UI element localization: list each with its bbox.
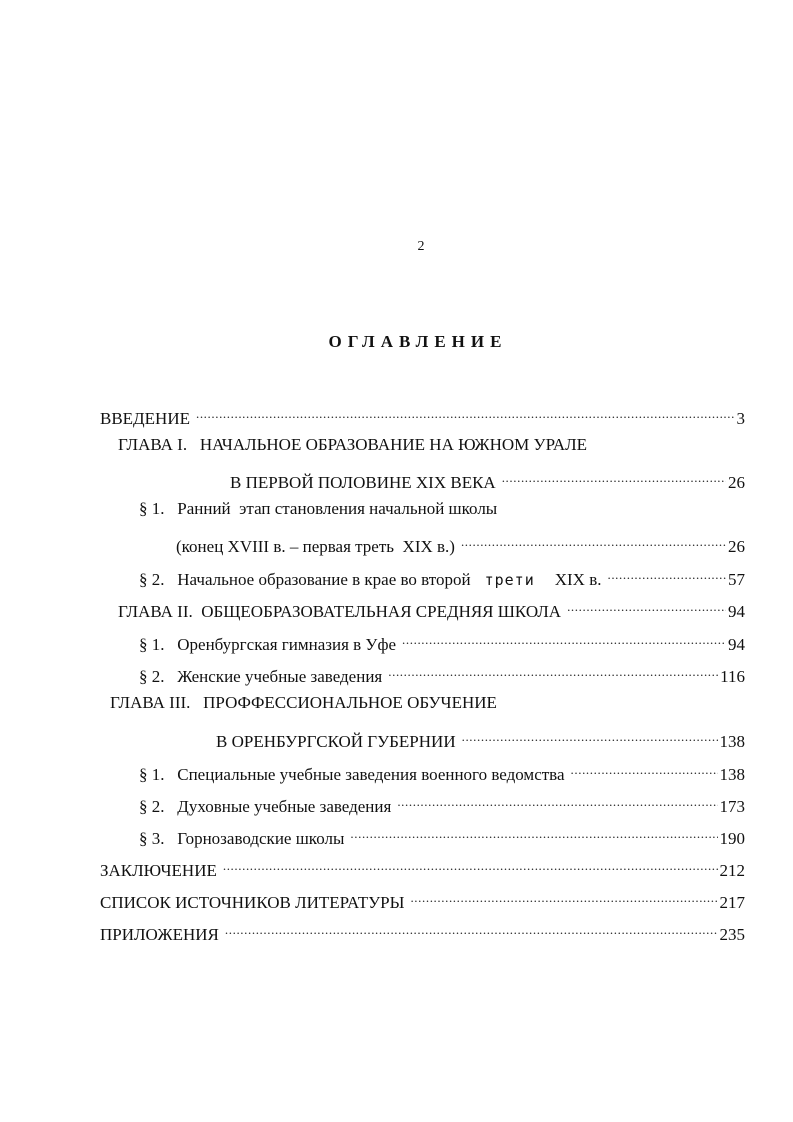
dot-leader (410, 886, 717, 908)
toc-entry-chapter-3-section-2[interactable] (139, 790, 745, 816)
toc-entry-label-tail: XIX в. (554, 570, 602, 589)
toc-entry-chapter-2-section-1[interactable] (139, 628, 745, 654)
toc-entry-label: ГЛАВА III. ПРОФФЕССИОНАЛЬНОЕ ОБУЧЕНИЕ (110, 693, 497, 712)
toc-entry-label: § 1. Оренбургская гимназия в Уфе (139, 635, 397, 654)
dot-leader (462, 725, 718, 747)
toc-title: ОГЛАВЛЕНИЕ (328, 332, 508, 351)
dot-leader (196, 402, 735, 424)
toc-entry-chapter-1-section-2[interactable] (139, 563, 745, 589)
toc-entry-chapter-2-section-2[interactable] (139, 660, 745, 686)
toc-entry-chapter-3[interactable] (216, 725, 745, 751)
toc-entry-page: 94 (728, 602, 745, 621)
toc-entry-intro[interactable] (100, 402, 745, 428)
dot-leader (397, 790, 717, 812)
toc-entry-label: § 1. Ранний этап становления начальной школы (139, 499, 498, 518)
dot-leader (223, 854, 718, 876)
toc-entry-page: 57 (728, 570, 745, 589)
toc-entry-label: § 2. Духовные учебные заведения (139, 797, 392, 816)
toc-entry-label: ГЛАВА I. НАЧАЛЬНОЕ ОБРАЗОВАНИЕ НА ЮЖНОМ УРАЛЕ (118, 435, 588, 454)
handwritten-insertion: трети (484, 571, 535, 589)
toc-entry-chapter-1[interactable] (230, 466, 745, 492)
toc-entry-label: СПИСОК ИСТОЧНИКОВ ЛИТЕРАТУРЫ (100, 893, 405, 912)
toc-entry-page: 235 (719, 925, 745, 944)
toc-entry-page: 26 (728, 537, 745, 556)
toc-entry-label: ВВЕДЕНИЕ (100, 409, 190, 428)
toc-entry-page: 26 (728, 473, 745, 492)
toc-entry-label: ПРИЛОЖЕНИЯ (100, 925, 219, 944)
toc-entry-label: В ОРЕНБУРГСКОЙ ГУБЕРНИИ (216, 732, 456, 751)
toc-entry-conclusion[interactable] (100, 854, 745, 880)
toc-entry-label: ЗАКЛЮЧЕНИЕ (100, 861, 217, 880)
toc-entry-chapter-1-section-1-title[interactable] (139, 498, 745, 520)
toc-entry-page: 217 (719, 893, 745, 912)
toc-entry-appendix[interactable] (100, 918, 745, 944)
dot-leader (502, 466, 726, 488)
dot-leader (607, 563, 726, 585)
toc-entry-page: 3 (736, 409, 745, 428)
toc-entry-label: ГЛАВА II. ОБЩЕОБРАЗОВАТЕЛЬНАЯ СРЕДНЯЯ ШКОЛА (118, 602, 562, 621)
dot-leader (350, 822, 717, 844)
dot-leader (461, 530, 726, 552)
toc-entry-chapter-2[interactable] (118, 595, 745, 621)
toc-entry-chapter-3-section-3[interactable] (139, 822, 745, 848)
toc-entry-chapter-3-title[interactable] (110, 692, 745, 714)
toc-entry-label: (конец XVIII в. – первая треть XIX в.) (176, 537, 455, 556)
dot-leader (567, 595, 726, 617)
toc-entry-page: 138 (719, 765, 745, 784)
toc-entry-page: 94 (728, 635, 745, 654)
page-number: 2 (417, 239, 425, 254)
toc-entry-label: § 3. Горнозаводские школы (139, 829, 345, 848)
toc-entry-chapter-3-section-1[interactable] (139, 758, 745, 784)
toc-entry-sources[interactable] (100, 886, 745, 912)
toc-entry-page: 212 (719, 861, 745, 880)
dot-leader (571, 758, 718, 780)
toc-entry-chapter-1-title[interactable] (118, 434, 748, 456)
toc-entry-page: 173 (719, 797, 745, 816)
toc-entry-page: 138 (719, 732, 745, 751)
toc-entry-label: § 2. Начальное образование в крае во второй (139, 570, 471, 589)
toc-entry-label: § 1. Специальные учебные заведения военного ведомства (139, 765, 565, 784)
toc-entry-chapter-1-section-1[interactable] (176, 530, 745, 556)
toc-entry-label: В ПЕРВОЙ ПОЛОВИНЕ XIX ВЕКА (230, 473, 496, 492)
toc-entry-page: 190 (719, 829, 745, 848)
dot-leader (388, 660, 718, 682)
toc-entry-page: 116 (720, 667, 745, 686)
dot-leader (402, 628, 726, 650)
toc-entry-label: § 2. Женские учебные заведения (139, 667, 383, 686)
dot-leader (225, 918, 718, 940)
